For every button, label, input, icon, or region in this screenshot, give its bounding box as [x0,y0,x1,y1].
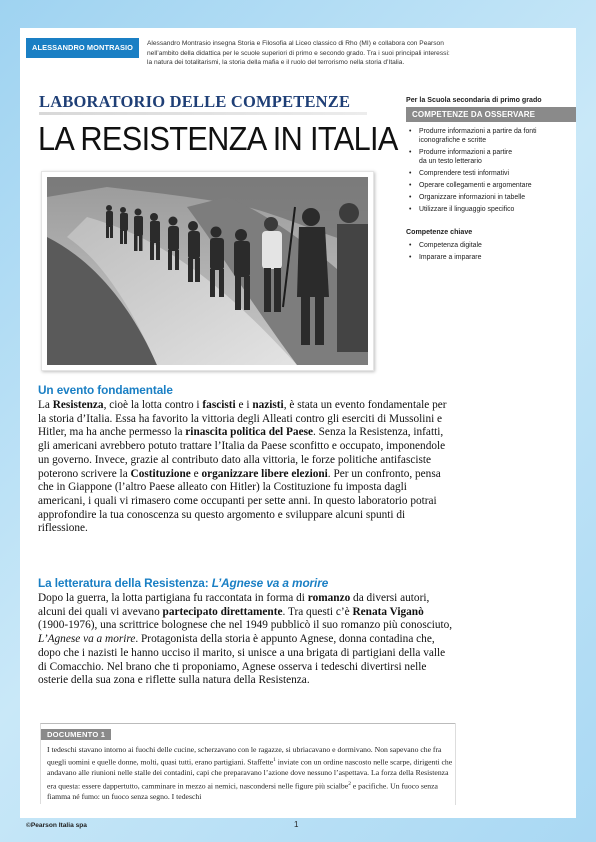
page-title: LA RESISTENZA IN ITALIA [38,120,398,157]
document-label: DOCUMENTO 1 [41,729,111,740]
author-bio-line: nell’ambito della didattica per le scuole superiori di primo e secondo grado. Tra i suoi principali interessi: [147,49,450,57]
partisans-marching-photo [47,177,368,365]
book-title: L’Agnese va a morire [211,576,329,590]
competences-sidebar [406,96,576,265]
section-resistance-literature [38,576,456,688]
document-rule [455,723,456,805]
competence-item: • Produrre informazioni a partire da un testo letterario [406,148,576,166]
section-body: Dopo la guerra, la lotta partigiana fu raccontata in forma di romanzo da diversi autori, alcuni dei quali vi avevano partecipato direttamente. Tra questi c’è Renata Viganò (1900-1976), una scrittrice bolognese che nel 1949 pubblicò il suo romanzo più conosciuto, L’Agnese va a morire. Protagonista della storia è appunto Agnese, donna contadina che, dopo che i nazisti le hanno ucciso il marito, si unisce a una brigata di partigiani della valle di Comacchio. Nel brano che ti proponiamo, Agnese osserva i tedeschi divertirsi nelle osterie della sua zona e riflette sulla natura della Resistenza. [38,592,453,687]
competence-item: • Comprendere testi informativi [406,169,576,178]
competence-item: • Operare collegamenti e argomentare [406,181,576,190]
lab-title: LABORATORIO DELLE COMPETENZE [39,92,351,111]
school-level: Per la Scuola secondaria di primo grado [406,96,542,104]
header-rule [26,57,139,58]
copyright: ©Pearson Italia spa [26,822,87,829]
key-competence-item: • Imparare a imparare [406,253,576,262]
author-name-tag: ALESSANDRO MONTRASIO [26,38,139,57]
document-box [40,723,455,804]
competences-heading: COMPETENZE DA OSSERVARE [406,107,576,122]
competence-item: • Organizzare informazioni in tabelle [406,193,576,202]
competence-item: • Utilizzare il linguaggio specifico [406,205,576,214]
author-bio-line: la natura dei totalitarismi, la storia della mafia e il ruolo del terrorismo nella storia d’Italia. [147,59,405,67]
page-number: 1 [294,820,299,829]
author-bio [147,39,507,68]
key-competence-item: • Competenza digitale [406,241,576,250]
section-body: La Resistenza, cioè la lotta contro i fascisti e i nazisti, è stata un evento fondamentale per la storia d’Italia. Essa ha favorito la vittoria degli Alleati contro gli eserciti di Mussolini e Hitler, ma ha anche permesso la rinascita politica del Paese. Senza la Resistenza, infatti, gli americani avrebbero potuto trattare l’Italia da Paese sconfitto e occupato, imponendole un governo. Invece, grazie al contributo dato alla vittoria, le forze politiche antifasciste poterono scrivere la Costituzione e organizzare libere elezioni. Per un confronto, pensa che in Giappone (l’altro Paese alleato con Hitler) la Costituzione fu imposta dagli americani, i quali vi rimasero come occupanti per sette anni. In questo laboratorio potrai approfondire la tua conoscenza su questo argomento e sviluppare alcuni spunti di riflessione. [38,399,447,535]
competences-list [406,127,576,214]
page [20,28,576,829]
competence-item: • Produrre informazioni a partire da fonti iconografiche e scritte [406,127,576,145]
key-competences-list [406,241,576,262]
key-competences-heading: Competenze chiave [406,228,473,236]
section-heading: La letteratura della Resistenza: L’Agnese va a morire [38,576,329,590]
document-text: I tedeschi stavano intorno ai fuochi delle cucine, scherzavano con le ragazze, si ubriacavano e dormivano. Non sapevano che fra quegli uomini e quelle donne, molti, quasi tutti, erano partigiani. Staffette$^1$ inviate con un ordine nascosto nelle scarpe, dirigenti che andavano alle riunioni nelle stalle dei contadini, capi che preparavano l’azione dove nessuno l’aspettava. La forza della Resistenza era questa: essere dappertutto, camminare in mezzo ai nemici, nascondersi nelle figure più scialbe$^2$ e pacifiche. Un fuoco senza fiamma né fumo: un fuoco senza segno. I tedeschi [47,745,453,801]
lab-title-rule [39,112,367,115]
photo-frame [41,171,374,371]
author-bio-line: Alessandro Montrasio insegna Storia e Filosofia al Liceo classico di Rho (MI) e collabora con Pearson [147,40,444,47]
section-heading: Un evento fondamentale [38,383,173,397]
section-fundamental-event [38,383,456,536]
